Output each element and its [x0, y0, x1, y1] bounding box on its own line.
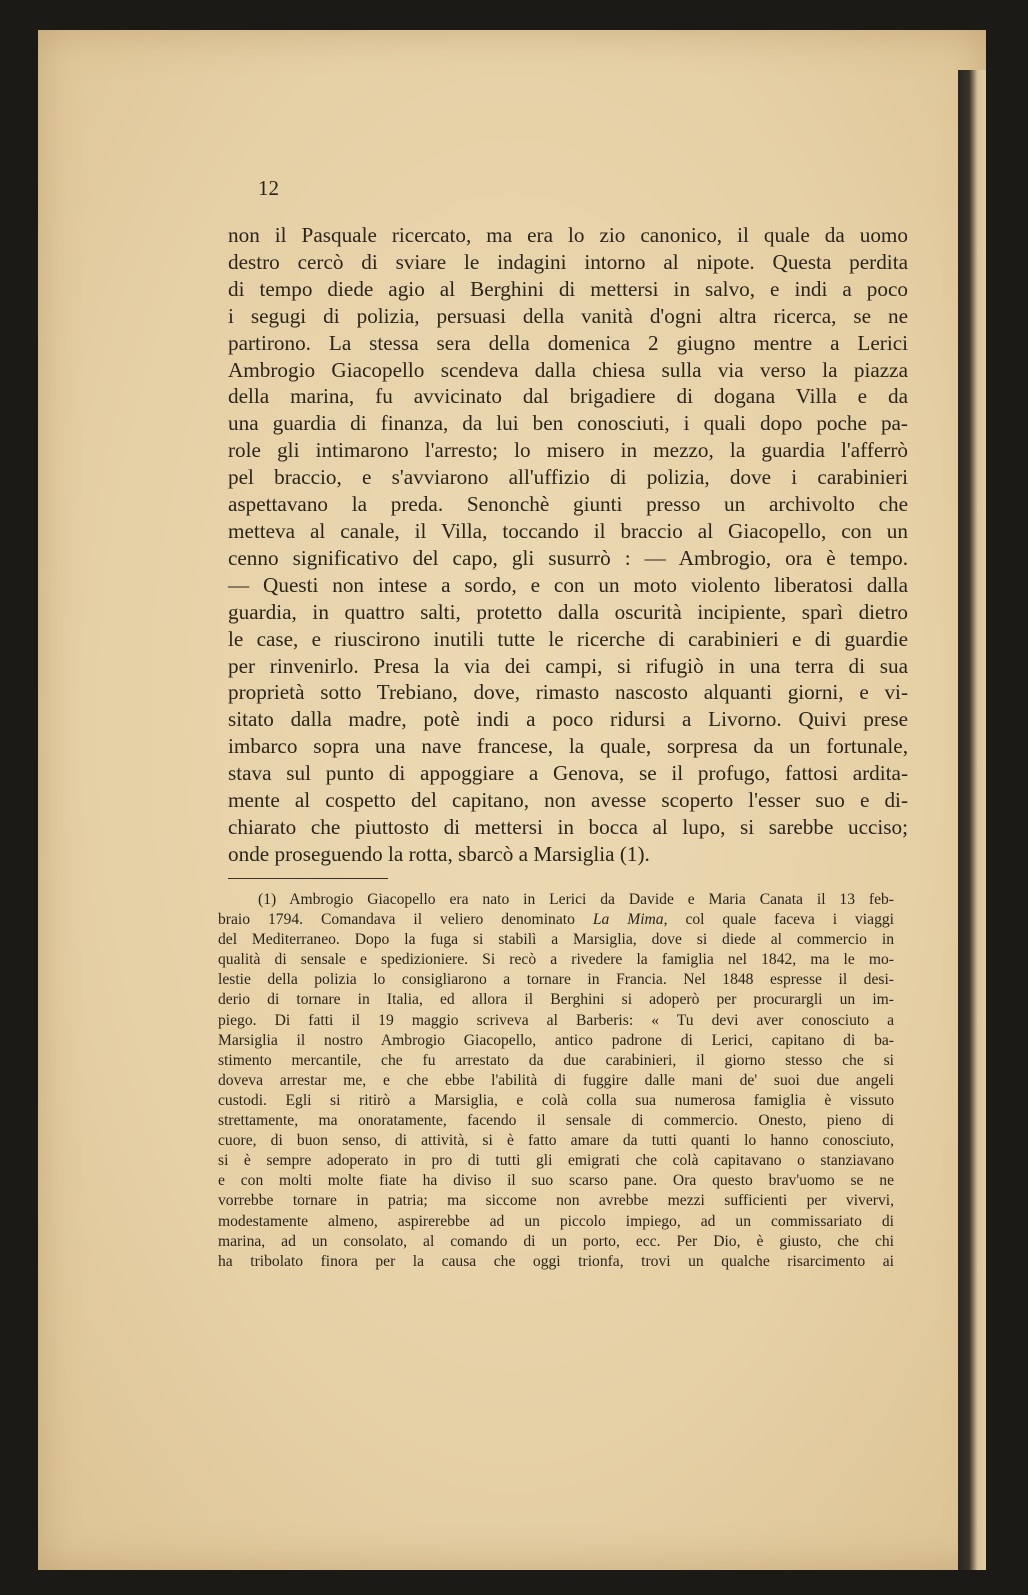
- text-line: destro cercò di sviare le indagini intorno al nipote. Questa perdita: [228, 249, 908, 274]
- footnote-line: stimento mercantile, che fu arrestato da due carabinieri, il giorno stesso che si: [218, 1051, 894, 1069]
- text-line: stava sul punto di appoggiare a Genova, se il profugo, fattosi ardita-: [228, 761, 908, 786]
- page-number: 12: [258, 176, 279, 200]
- text-line: chiarato che piuttosto di mettersi in bocca al lupo, si sarebbe ucciso;: [228, 814, 908, 839]
- text-line: una guardia di finanza, da lui ben conosciuti, i quali dopo poche pa-: [228, 411, 908, 436]
- text-line: per rinvenirlo. Presa la via dei campi, si rifugiò in una terra di sua: [228, 653, 908, 678]
- footnote-line: (1) Ambrogio Giacopello era nato in Lerici da Davide e Maria Canata il 13 feb-: [258, 891, 894, 908]
- text-line: le case, e riuscirono inutili tutte le ricerche di carabinieri e di guardie: [228, 626, 908, 651]
- text-line: guardia, in quattro salti, protetto dalla oscurità incipiente, sparì dietro: [228, 599, 908, 624]
- footnote-text: braio 1794. Comandava il veliero denominato: [218, 911, 593, 929]
- footnote-line: doveva arrestar me, e che ebbe l'abilità di fuggire dalle mani de' suoi due angeli: [218, 1071, 894, 1089]
- footnote-line: qualità di sensale e spedizioniere. Si recò a rivedere la famiglia nel 1842, ma le mo-: [218, 951, 894, 969]
- footnote-rule: [228, 878, 388, 879]
- text-line: proprietà sotto Trebiano, dove, rimasto nascosto alquanti giorni, e vi-: [228, 680, 908, 705]
- text-line: — Questi non intese a sordo, e con un moto violento liberatosi dalla: [228, 572, 908, 597]
- footnote-line: si è sempre adoperato in pro di tutti gli emigrati che colà capitavano o stanziavano: [218, 1152, 894, 1170]
- text-line: non il Pasquale ricercato, ma era lo zio canonico, il quale da uomo: [228, 223, 908, 247]
- footnote-line: strettamente, ma onoratamente, facendo il sensale di commercio. Onesto, pieno di: [218, 1112, 894, 1130]
- main-text: [228, 222, 908, 868]
- text-line: cenno significativo del capo, gli susurrò : — Ambrogio, ora è tempo.: [228, 545, 908, 570]
- footnote: [218, 890, 894, 1272]
- footnote-line: modestamente almeno, aspirerebbe ad un piccolo impiego, ad un commissariato di: [218, 1212, 894, 1230]
- text-line: i segugi di polizia, persuasi della vanità d'ogni altra ricerca, se ne: [228, 303, 908, 328]
- footnote-text: , col quale faceva i viaggi: [663, 911, 894, 929]
- text-line: onde proseguendo la rotta, sbarcò a Marsiglia (1).: [228, 841, 650, 866]
- footnote-line: [218, 910, 894, 930]
- text-line: Ambrogio Giacopello scendeva dalla chiesa sulla via verso la piazza: [228, 357, 908, 382]
- next-page-edge: [958, 70, 986, 1570]
- text-line: role gli intimarono l'arresto; lo misero in mezzo, la guardia l'afferrò: [228, 438, 908, 463]
- footnote-line: del Mediterraneo. Dopo la fuga si stabilì a Marsiglia, dove si diede al commercio in: [218, 931, 894, 949]
- footnote-line: lestie della polizia lo consigliarono a tornare in Francia. Nel 1848 espresse il desi-: [218, 971, 894, 989]
- text-line: imbarco sopra una nave francese, la quale, sorpresa da un fortunale,: [228, 734, 908, 759]
- footnote-line: marina, ad un consolato, al comando di un porto, ecc. Per Dio, è giusto, che chi: [218, 1232, 894, 1250]
- footnote-line: piego. Di fatti il 19 maggio scriveva al Barberis: « Tu devi aver conosciuto a: [218, 1011, 894, 1029]
- footnote-line: cuore, di buon senso, di attività, si è fatto amare da tutti quanti lo hanno conosciuto,: [218, 1132, 894, 1150]
- footnote-line: e con molti molte fiate ha diviso il suo scarso pane. Ora questo brav'uomo se ne: [218, 1172, 894, 1190]
- text-line: sitato dalla madre, potè indi a poco ridursi a Livorno. Quivi prese: [228, 707, 908, 732]
- text-line: aspettavano la preda. Senonchè giunti presso un archivolto che: [228, 492, 908, 517]
- footnote-line: derio di tornare in Italia, ed allora il Berghini si adoperò per procurargli un im-: [218, 991, 894, 1009]
- text-line: mente al cospetto del capitano, non avesse scoperto l'esser suo e di-: [228, 788, 908, 813]
- text-line: pel braccio, e s'avviarono all'uffizio di polizia, dove i carabinieri: [228, 465, 908, 490]
- footnote-line: Marsiglia il nostro Ambrogio Giacopello, antico padrone di Lerici, capitano di ba-: [218, 1031, 894, 1049]
- ship-name: La Mima: [592, 911, 664, 929]
- text-line: metteva al canale, il Villa, toccando il braccio al Giacopello, con un: [228, 518, 908, 543]
- footnote-line: custodi. Egli si ritirò a Marsiglia, e colà colla sua numerosa famiglia è vissuto: [218, 1091, 894, 1109]
- text-line: partirono. La stessa sera della domenica 2 giugno mentre a Lerici: [228, 330, 908, 355]
- text-line: della marina, fu avvicinato dal brigadiere di dogana Villa e da: [228, 384, 908, 409]
- text-line: di tempo diede agio al Berghini di mettersi in salvo, e indi a poco: [228, 276, 908, 301]
- footnote-line: vorrebbe tornare in patria; ma siccome non avrebbe mezzi sufficienti per vivervi,: [218, 1192, 894, 1210]
- footnote-line: ha tribolato finora per la causa che oggi trionfa, trovi un qualche risarcimento ai: [218, 1252, 894, 1270]
